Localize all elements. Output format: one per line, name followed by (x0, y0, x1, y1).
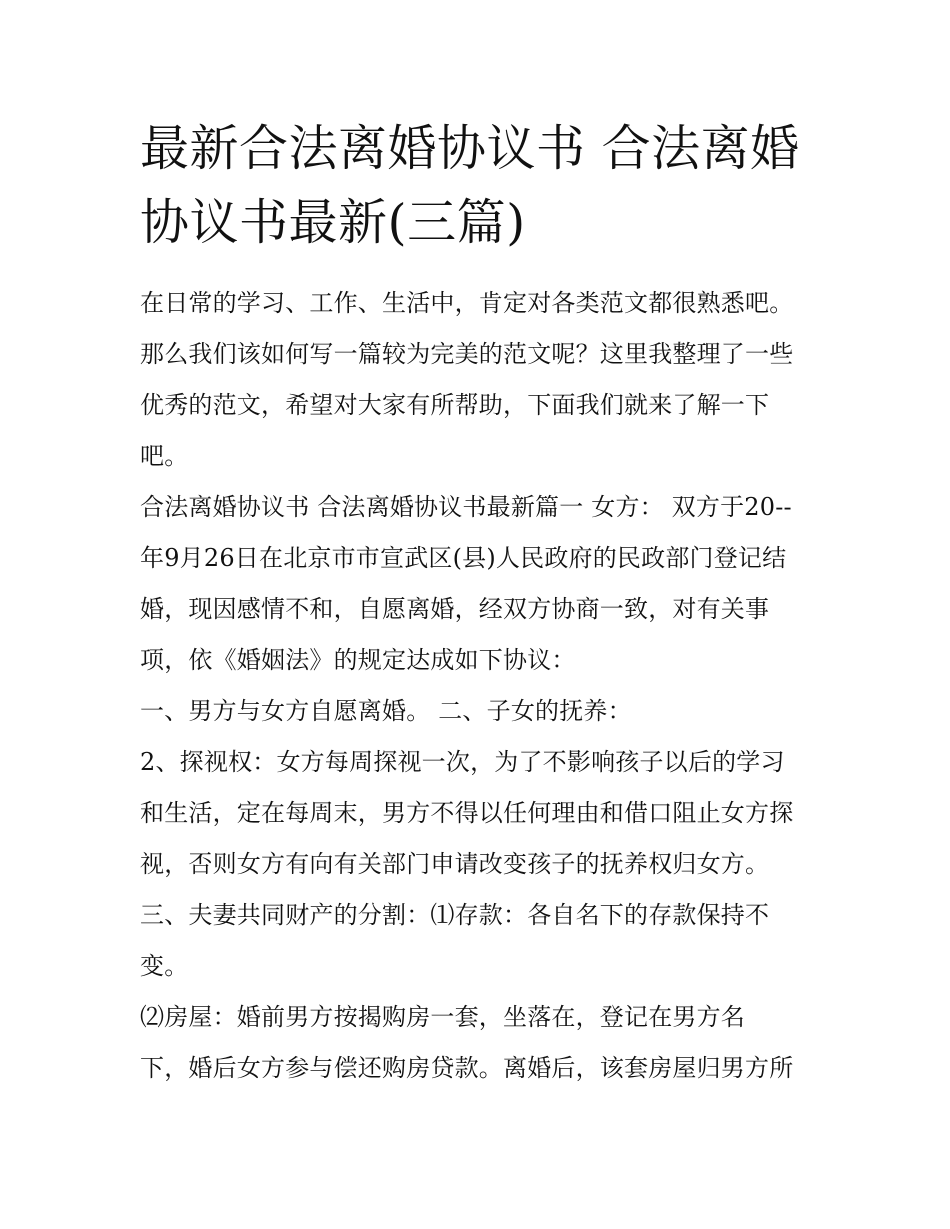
text-line: 2、探视权：女方每周探视一次，为了不影响孩子以后的学习 (140, 748, 785, 776)
text-line: 下，婚后女方参与偿还购房贷款。离婚后，该套房屋归男方所 (140, 1054, 794, 1082)
text-line: 婚，现因感情不和，自愿离婚，经双方协商一致，对有关事 (140, 595, 770, 623)
text-line: 合法离婚协议书 合法离婚协议书最新篇一 女方： 双方于20-- (140, 493, 792, 521)
house-paragraph (140, 992, 812, 1094)
text-line: 优秀的范文，希望对大家有所帮助，下面我们就来了解一下 (140, 391, 770, 419)
text-line: 和生活，定在每周末，男方不得以任何理由和借口阻止女方探 (140, 799, 794, 827)
title-line: 协议书最新(三篇) (140, 194, 526, 251)
property-division-paragraph (140, 890, 812, 992)
text-line: 视，否则女方有向有关部门申请改变孩子的抚养权归女方。 (140, 850, 770, 878)
visitation-paragraph (140, 737, 812, 890)
text-line: 吧。 (140, 442, 189, 470)
text-line: 变。 (140, 952, 189, 980)
title-line: 最新合法离婚协议书 合法离婚 (140, 120, 800, 177)
text-line: 项，依《婚姻法》的规定达成如下协议： (140, 646, 576, 674)
document-title (140, 112, 812, 260)
clause-one-paragraph (140, 686, 812, 737)
text-line: 三、夫妻共同财产的分割：⑴存款：各自名下的存款保持不 (140, 901, 770, 929)
document-content (140, 112, 812, 1094)
text-line: 一、男方与女方自愿离婚。 二、子女的抚养： (140, 697, 632, 725)
intro-paragraph (140, 278, 812, 482)
text-line: 那么我们该如何写一篇较为完美的范文呢？这里我整理了一些 (140, 340, 794, 368)
text-line: 在日常的学习、工作、生活中，肯定对各类范文都很熟悉吧。 (140, 289, 794, 317)
text-line: ⑵房屋：婚前男方按揭购房一套，坐落在，登记在男方名 (140, 1003, 745, 1031)
agreement-intro-paragraph (140, 482, 812, 686)
text-line: 年9月26日在北京市市宣武区(县)人民政府的民政部门登记结 (140, 544, 787, 572)
